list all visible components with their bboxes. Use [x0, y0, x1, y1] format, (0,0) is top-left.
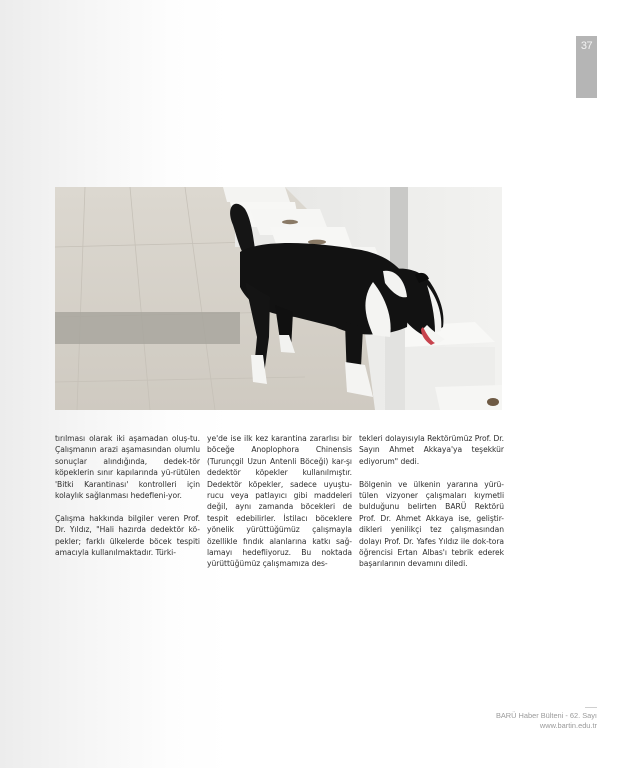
article-column-1 — [55, 433, 200, 570]
article-photo — [55, 187, 502, 410]
page-number-tab — [576, 36, 597, 98]
paragraph: Çalışma hakkında bilgiler veren Prof. Dr. Yıldız, "Hali hazırda dedektör kö-pekler; farklı ülkelerde böcek tespiti amacıyla kullanılmaktadır. Türki- — [55, 513, 200, 558]
article-column-3 — [359, 433, 504, 581]
publication-name: BARÜ Haber Bülteni - 62. Sayı — [495, 711, 597, 720]
wall-pillar — [390, 187, 408, 269]
footer-divider — [585, 707, 597, 708]
paragraph: ye'de ise ilk kez karantina zararlısı bir böceğe Anoplophora Chinensis (Turunçgil Uzun Antenli Böceği) kar-şı dedektör köpekler kullanılmıştır. Dedektör köpekler, sadece uyuştu-rucu veya patlayıcı gibi maddeleri değil, aynı zamanda böcekleri de tespit edebilirler. İstilacı böceklere yönelik yürüttüğümüz çalışmayla özellikle fındık alanlarına katkı sağ-lamayı hedefliyoruz. Bu noktada yürüttüğümüz çalışmamıza des- — [207, 434, 352, 569]
paragraph: tırılması olarak iki aşamadan oluş-tu. Çalışmanın arazi aşamasından olumlu sonuçlar alındığında, dedek-tör köpeklerin sınır kapılarında yü-rütülen 'Bitki Karantinası' kontrolleri için kolaylık sağlanması hedefleni-yor. — [55, 434, 200, 501]
paragraph: Bölgenin ve ülkenin yararına yürü-tülen vizyoner çalışmaları kıymetli bulduğunu belirten BARÜ Rektörü Prof. Dr. Ahmet Akkaya ise, geliştir-dikleri yenilikçi tez çalışmasından dolayı Prof. Dr. Yafes Yıldız ile dok-tora öğrencisi Ertan Albas'ı tebrik ederek başarılarının devamını diledi. — [359, 479, 504, 569]
paragraph: tekleri dolayısıyla Rektörümüz Prof. Dr. Sayın Ahmet Akkaya'ya teşekkür ediyorum" dedi. — [359, 434, 504, 466]
article-column-2 — [207, 433, 352, 581]
shadow-band — [55, 312, 240, 344]
page-footer — [496, 711, 597, 731]
page-number: 37 — [580, 40, 593, 52]
dog-detection-photo — [55, 187, 502, 410]
website-link[interactable]: www.bartin.edu.tr — [539, 721, 597, 730]
